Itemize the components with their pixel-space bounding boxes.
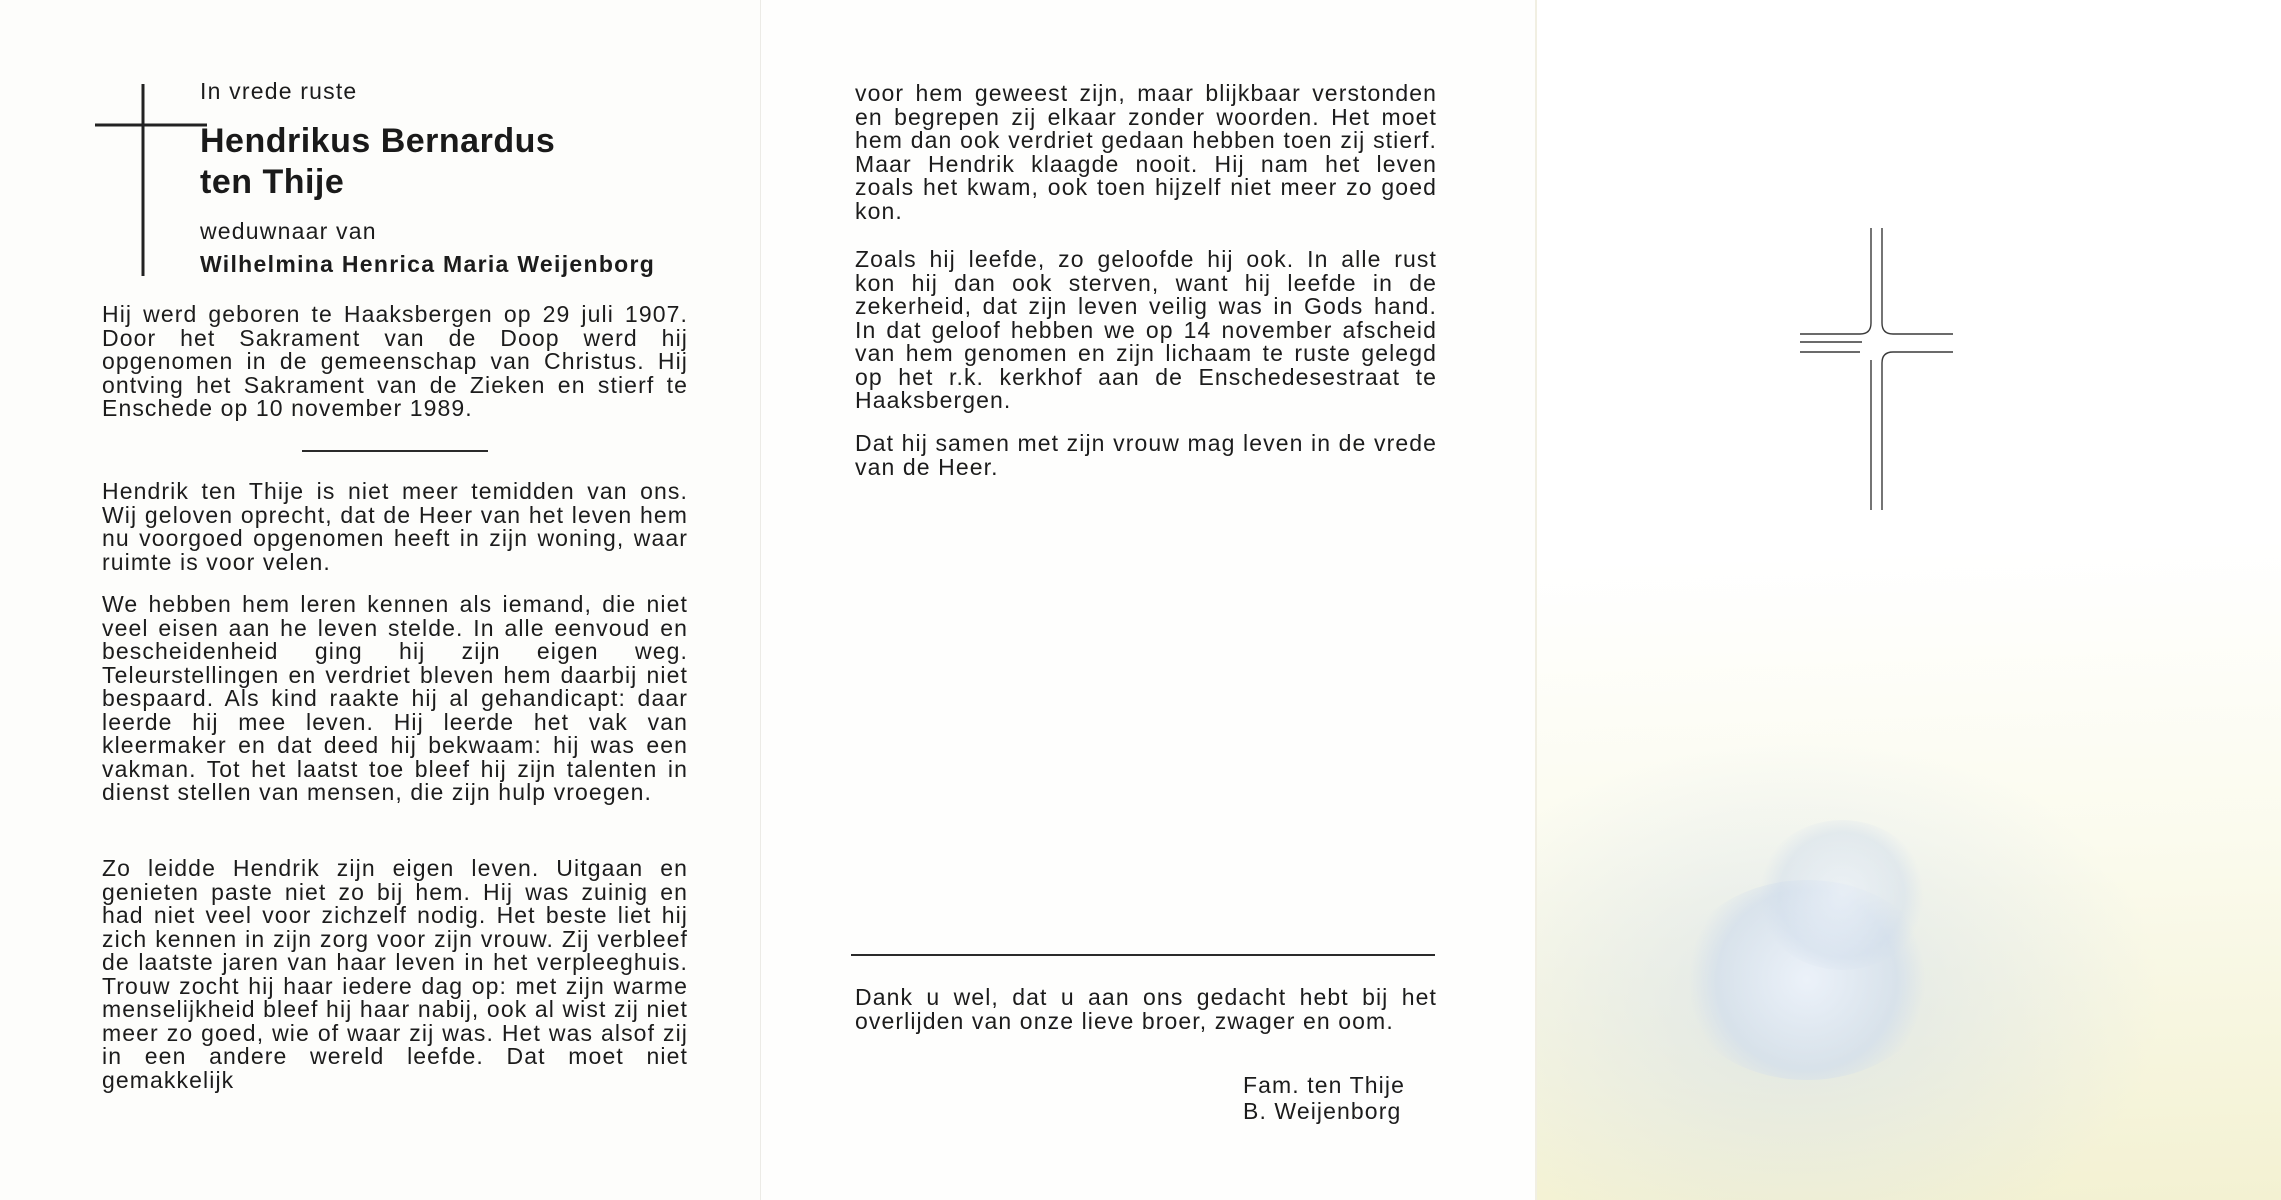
left-paragraph-3: Zo leidde Hendrik zijn eigen leven. Uitgaan en genieten paste niet zo bij hem. Hij was zuinig en had niet veel voor zichzelf nodig. Het beste liet hij zich kennen in zijn zorg voor zijn vrouw. Zij verbleef de laatste jaren van haar leven in het verpleeghuis. Trouw zocht hij haar iedere dag op: met zijn warme menselijkheid bleef hij haar nabij, ook al wist zij niet meer zo goed, wie of waar zij was. Het was alsof zij in een andere wereld leefde. Dat moet niet gemakkelijk (102, 855, 688, 1093)
deceased-first-names: Hendrikus Bernardus (200, 122, 556, 160)
middle-panel (760, 0, 1536, 1200)
double-cross-icon (1800, 228, 2026, 512)
middle-paragraph-3: Dat hij samen met zijn vrouw mag leven in de vrede van de Heer. (855, 430, 1437, 480)
thanks-paragraph: Dank u wel, dat u aan ons gedacht hebt bij het overlijden van onze lieve broer, zwager en oom. (855, 984, 1437, 1034)
signature-weijenborg: B. Weijenborg (1243, 1098, 1402, 1124)
left-panel (0, 0, 760, 1200)
cover-panel (1535, 0, 2281, 1200)
wife-name: Wilhelmina Henrica Maria Weijenborg (200, 251, 656, 277)
middle-paragraph-2: Zoals hij leefde, zo geloofde hij ook. In alle rust kon hij dan ook sterven, want hij leefde in de zekerheid, dat zijn leven veilig was in Gods hand. In dat geloof hebben we op 14 november afscheid van hem genomen en zijn lichaam te ruste gelegd op het r.k. kerkhof aan de Enschedesestraat te Haaksbergen. (855, 246, 1437, 413)
left-paragraph-2: We hebben hem leren kennen als iemand, die niet veel eisen aan he leven stelde. In alle eenvoud en bescheidenheid ging hij zijn eigen weg. Teleurstellingen en verdriet bleven hem daarbij niet bespaard. Als kind raakte hij al gehandicapt: daar leerde hij mee leven. Hij leerde het vak van kleermaker en dat deed hij bekwaam: hij was een vakman. Tot het laatst toe bleef hij zijn talenten in dienst stellen van mensen, die zijn hulp vroegen. (102, 591, 688, 805)
left-paragraph-1: Hendrik ten Thije is niet meer temidden van ons. Wij geloven oprecht, dat de Heer van het leven hem nu voorgoed opgenomen heeft in zijn woning, waar ruimte is voor velen. (102, 478, 688, 575)
signature-family: Fam. ten Thije (1243, 1072, 1405, 1098)
widower-label: weduwnaar van (200, 218, 377, 244)
deceased-surname: ten Thije (200, 163, 345, 201)
rose-petal-shade (1757, 820, 1927, 970)
rest-line: In vrede ruste (200, 78, 358, 104)
left-divider (302, 450, 488, 452)
birth-paragraph: Hij werd geboren te Haaksbergen op 29 juli 1907. Door het Sakrament van de Doop werd hij opgenomen in de gemeenschap van Christus. Hij ontving het Sakrament van de Zieken en stierf te Enschede op 10 november 1989. (102, 301, 688, 421)
middle-paragraph-1: voor hem geweest zijn, maar blijkbaar verstonden en begrepen zij elkaar zonder woorden. Het moet hem dan ook verdriet gedaan hebben toen zij stierf. Maar Hendrik klaagde nooit. Hij nam het leven zoals het kwam, ook toen hijzelf niet meer zo goed kon. (855, 80, 1437, 224)
cross-icon (95, 84, 210, 279)
middle-divider (851, 954, 1435, 956)
